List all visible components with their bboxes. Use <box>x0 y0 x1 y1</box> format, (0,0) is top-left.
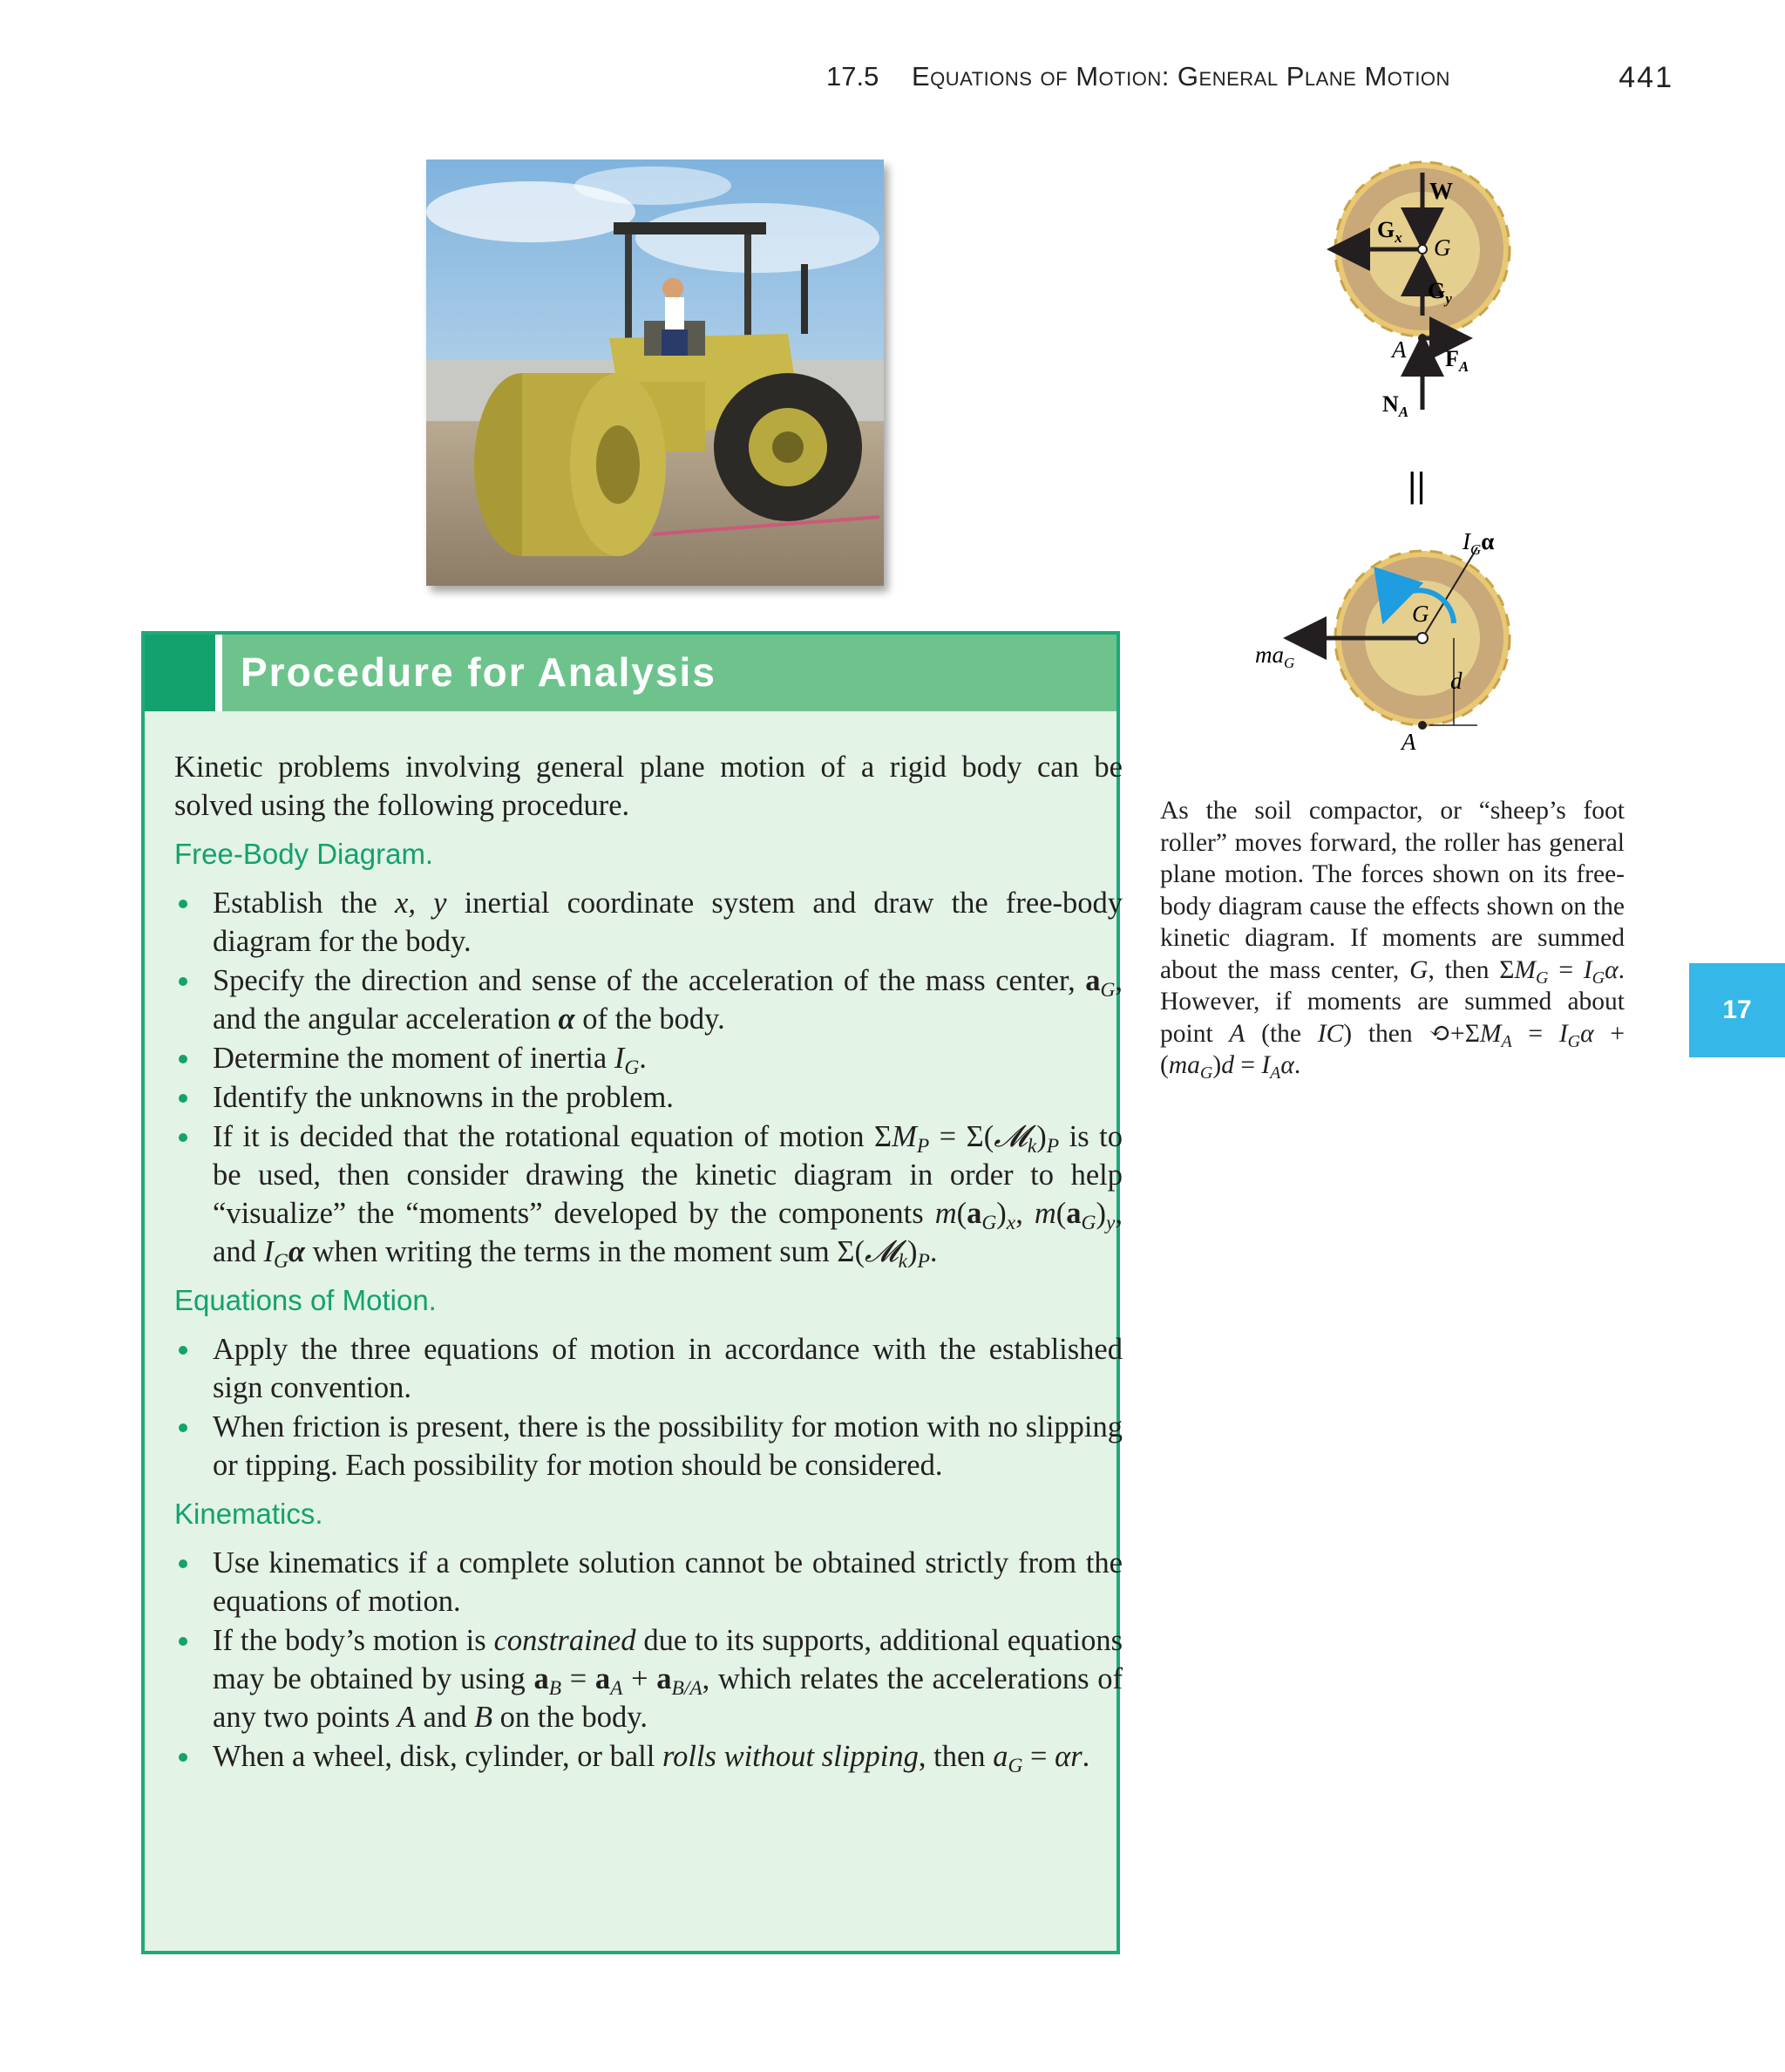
list-item: When a wheel, disk, cylinder, or ball rolls without slipping, then $a_G = \alpha r$. <box>174 1737 1123 1776</box>
list-item: If it is decided that the rotational equation of motion $\Sigma M_P$ = $\Sigma(𝓜_k)_P$ is to be used, then consider drawing the kinetic diagram in order to help “visualize” the “moments” developed by the components $m(a_G)_x$, $m(a_G)_y$, and $I_G\alpha$ when writing the terms in the moment sum $\Sigma(𝓜_k)_P$. <box>174 1118 1123 1271</box>
section-number: 17.5 <box>826 61 879 92</box>
chapter-tab: 17 <box>1689 963 1785 1057</box>
section-title: Equations of Motion: General Plane Motion <box>912 61 1450 92</box>
equals-sign: || <box>1408 466 1426 505</box>
list-item: Apply the three equations of motion in accordance with the established sign convention. <box>174 1330 1123 1407</box>
kinematics-heading: Kinematics. <box>174 1498 323 1530</box>
label-d: d <box>1450 668 1463 694</box>
list-item: Use kinematics if a complete solution cannot be obtained strictly from the equations of motion. <box>174 1544 1123 1620</box>
procedure-box <box>141 631 1123 1954</box>
label-mag: $ma_G$ <box>1255 642 1295 671</box>
fbd-kinetic-diagram <box>1255 139 1586 767</box>
label-a: A <box>1392 336 1407 363</box>
procedure-title: Procedure for Analysis <box>241 649 716 695</box>
list-item: If the body’s motion is constrained due to its supports, additional equations may be obtained by using $a_B = a_A + a_{B/A}$, which relates the accelerations of any two points A and B on the body. <box>174 1621 1123 1736</box>
fbd-heading: Free-Body Diagram. <box>174 838 434 870</box>
list-item: Identify the unknowns in the problem. <box>174 1078 1123 1117</box>
label-gx: $G_x$ <box>1377 217 1402 246</box>
header-accent <box>145 635 215 711</box>
caption-s2: then <box>1444 955 1490 984</box>
caption-s3: . However, if moments are summed about point <box>1160 955 1625 1048</box>
caption-s4: then <box>1368 1019 1413 1048</box>
running-header <box>784 61 1673 105</box>
label-w: W <box>1429 178 1453 204</box>
list-item: Specify the direction and sense of the acceleration of the mass center, $a_G$, and the angular acceleration α of the body. <box>174 961 1123 1038</box>
procedure-intro: Kinetic problems involving general plane motion of a rigid body can be solved using the following procedure. <box>174 751 1123 822</box>
soil-compactor-photo <box>426 160 884 586</box>
fbd-list <box>174 884 1123 1274</box>
procedure-body <box>174 748 1123 1786</box>
label-fa: $F_A$ <box>1445 346 1469 375</box>
eom-heading: Equations of Motion. <box>174 1284 437 1316</box>
caption-paragraph: As the soil compactor, or “sheep’s foot roller” moves forward, the roller has general plane motion. The forces shown on its free-body diagram cause the effects shown on the kinetic diagram. If moments are summed about the mass center, G, then $\Sigma M_G = I_G\alpha$. However, if moments are summed about point A (the IC) then $⟲+\Sigma M_A = I_G\alpha + (ma_G)d = I_A\alpha$. <box>1160 797 1625 1084</box>
list-item: Determine the moment of inertia $I_G$. <box>174 1039 1123 1077</box>
kinematics-list <box>174 1544 1123 1776</box>
procedure-header <box>145 635 1116 711</box>
page-number: 441 <box>1619 61 1673 94</box>
label-g-kd: G <box>1412 601 1429 627</box>
eom-list <box>174 1330 1123 1484</box>
label-igalpha: $I_G\alpha$ <box>1463 528 1495 558</box>
label-na: $N_A$ <box>1382 391 1409 420</box>
list-item: When friction is present, there is the possibility for motion with no slipping or tipping. Each possibility for motion should be considered. <box>174 1408 1123 1484</box>
label-g: G <box>1434 234 1451 261</box>
caption-s1: As the soil compactor, or “sheep’s foot roller” moves forward, the roller has general plane motion. The forces shown on its free-body diagram cause the effects shown on the kinetic diagram. If moments are summed about the mass center, <box>1160 797 1625 984</box>
label-a-kd: A <box>1402 729 1416 755</box>
figure-caption <box>1160 795 1625 1082</box>
list-item: Establish the x, y inertial coordinate system and draw the free-body diagram for the body. <box>174 884 1123 961</box>
label-gy: $G_y$ <box>1428 278 1452 307</box>
